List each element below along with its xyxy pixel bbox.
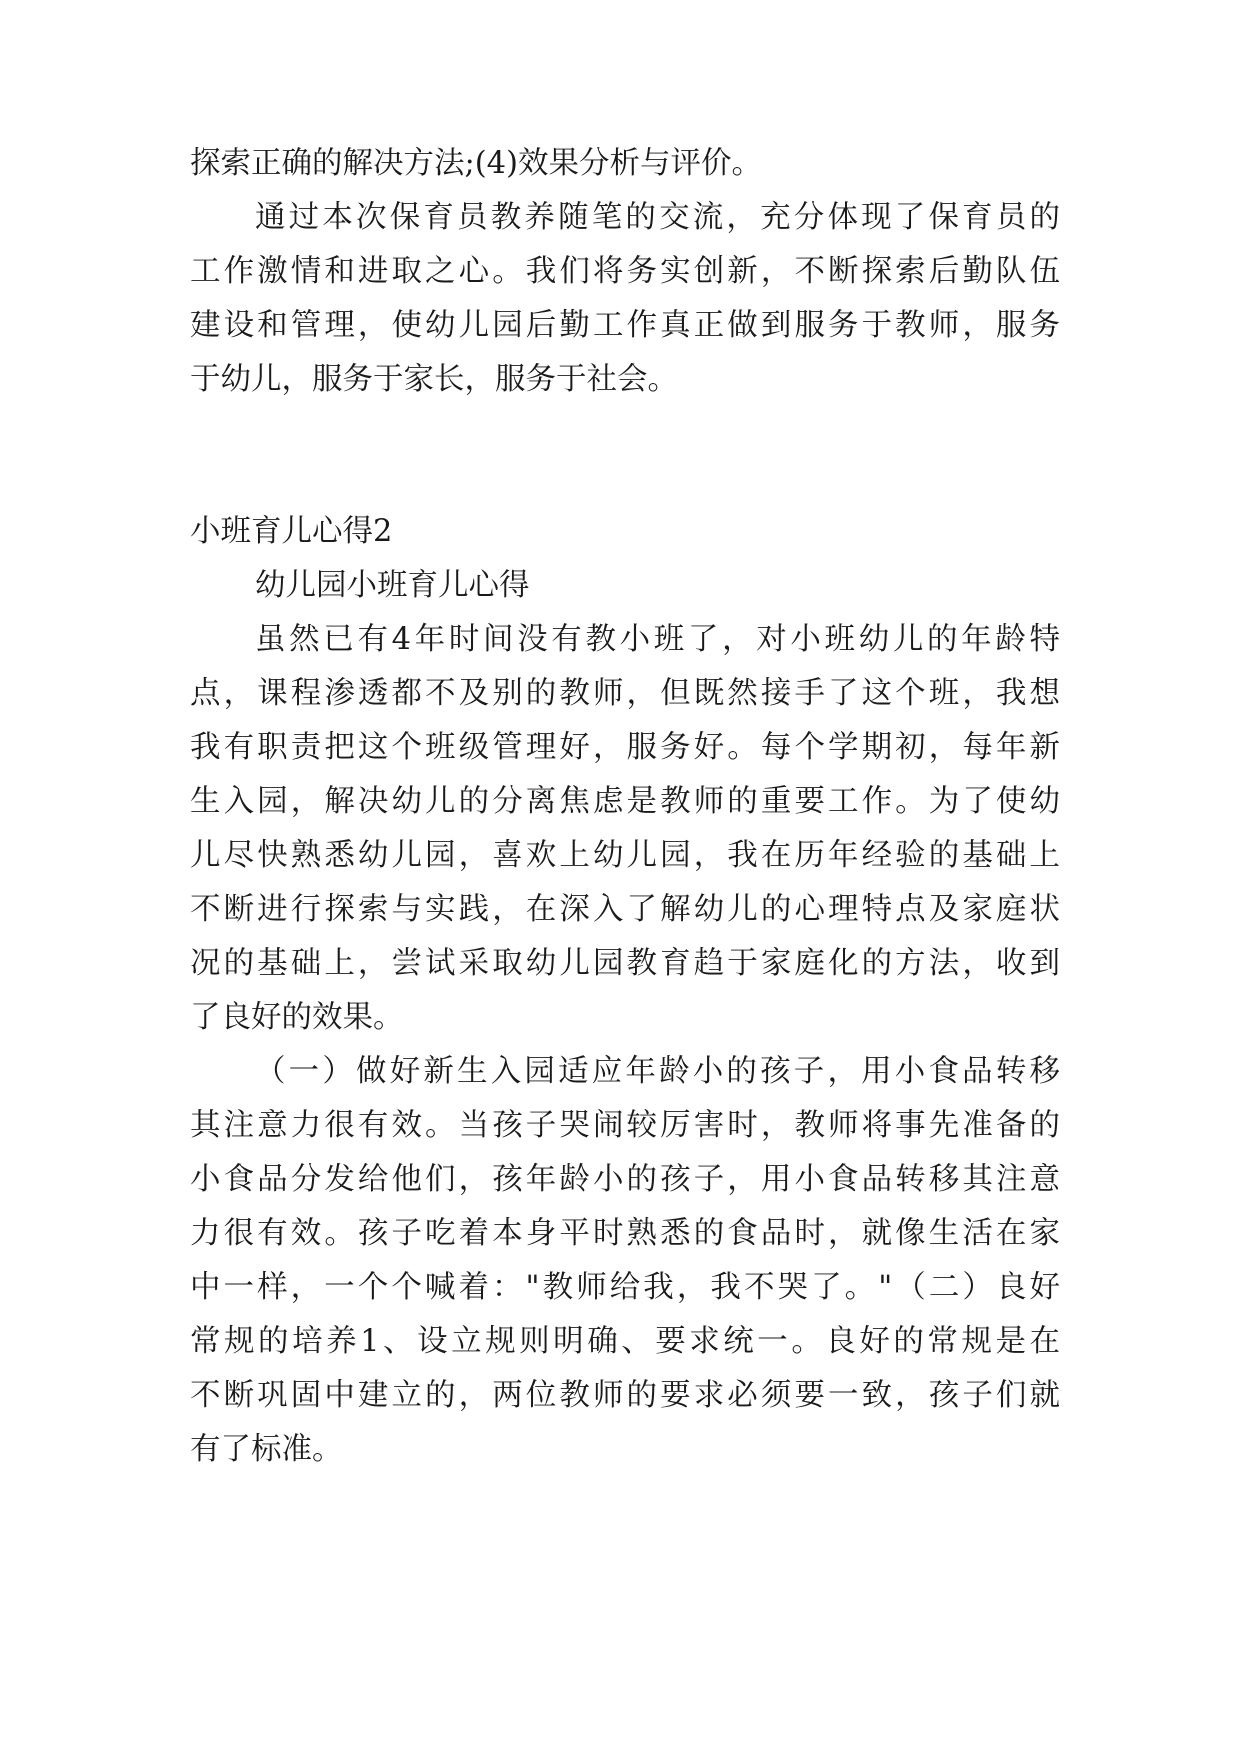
paragraph-line: 生入园，解决幼儿的分离焦虑是教师的重要工作。为了使幼 xyxy=(190,784,1060,819)
paragraph-line: 虽然已有4年时间没有教小班了，对小班幼儿的年龄特 xyxy=(255,622,1060,657)
paragraph-line: 通过本次保育员教养随笔的交流，充分体现了保育员的 xyxy=(255,200,1060,235)
paragraph-line: 况的基础上，尝试采取幼儿园教育趋于家庭化的方法，收到 xyxy=(190,946,1060,981)
paragraph-line: 中一样，一个个喊着："教师给我，我不哭了。"（二）良好 xyxy=(190,1270,1060,1305)
paragraph-line: （一）做好新生入园适应年龄小的孩子，用小食品转移 xyxy=(255,1054,1060,1089)
paragraph-line: 点，课程渗透都不及别的教师，但既然接手了这个班，我想 xyxy=(190,676,1060,711)
paragraph-line: 探索正确的解决方法;(4)效果分析与评价。 xyxy=(190,146,762,181)
paragraph-line: 建设和管理，使幼儿园后勤工作真正做到服务于教师，服务 xyxy=(190,308,1060,343)
paragraph-line: 了良好的效果。 xyxy=(190,1000,404,1035)
paragraph-line: 于幼儿，服务于家长，服务于社会。 xyxy=(190,362,678,397)
paragraph-line: 工作激情和进取之心。我们将务实创新，不断探索后勤队伍 xyxy=(190,254,1060,289)
paragraph-line: 其注意力很有效。当孩子哭闹较厉害时，教师将事先准备的 xyxy=(190,1108,1060,1143)
paragraph-line: 常规的培养1、设立规则明确、要求统一。良好的常规是在 xyxy=(190,1324,1060,1359)
paragraph-line: 不断进行探索与实践，在深入了解幼儿的心理特点及家庭状 xyxy=(190,892,1060,927)
paragraph-line: 儿尽快熟悉幼儿园，喜欢上幼儿园，我在历年经验的基础上 xyxy=(190,838,1060,873)
paragraph-line: 我有职责把这个班级管理好，服务好。每个学期初，每年新 xyxy=(190,730,1060,765)
section-heading: 小班育儿心得2 xyxy=(190,514,393,549)
paragraph-line: 有了标准。 xyxy=(190,1432,343,1467)
article-title: 幼儿园小班育儿心得 xyxy=(255,568,530,603)
paragraph-line: 小食品分发给他们，孩年龄小的孩子，用小食品转移其注意 xyxy=(190,1162,1060,1197)
paragraph-line: 力很有效。孩子吃着本身平时熟悉的食品时，就像生活在家 xyxy=(190,1216,1060,1251)
paragraph-line: 不断巩固中建立的，两位教师的要求必须要一致，孩子们就 xyxy=(190,1378,1060,1413)
